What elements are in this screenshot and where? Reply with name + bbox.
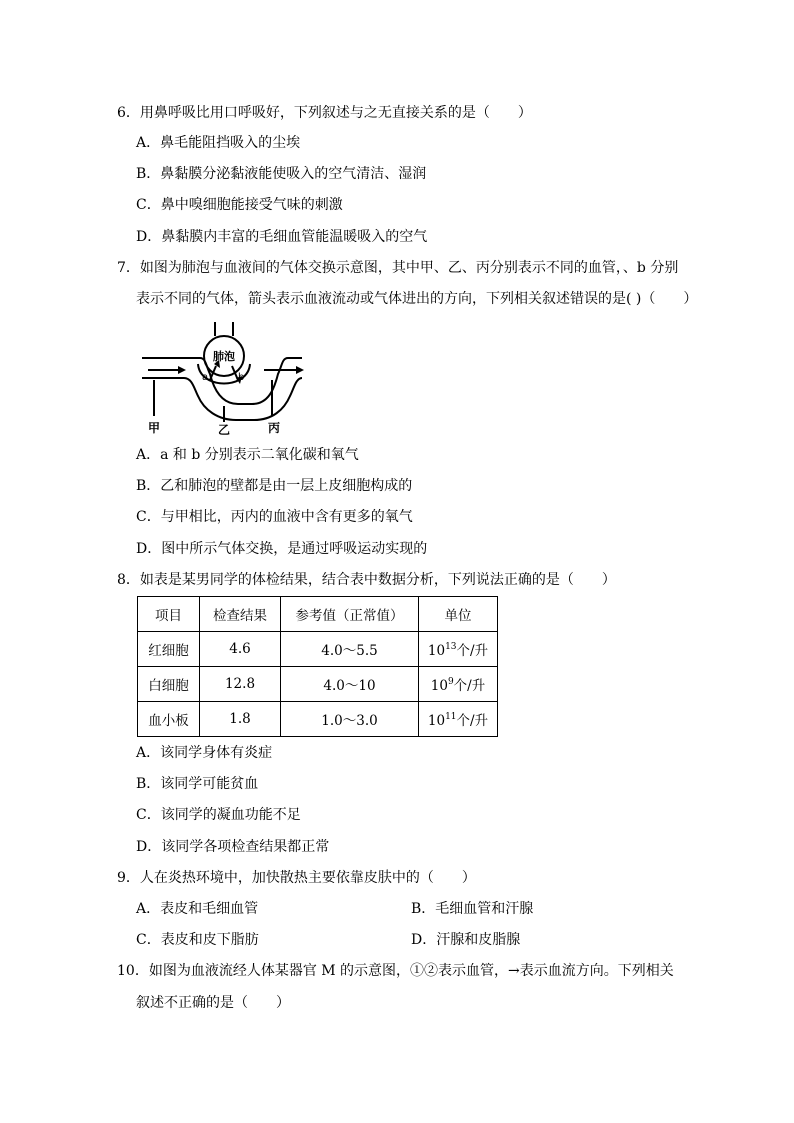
header-item: 项目 — [138, 597, 200, 632]
q7-option-a: A．a 和 b 分别表示二氧化碳和氧气 — [136, 447, 359, 463]
q7-stem-line2: 表示不同的气体，箭头表示血液流动或气体进出的方向，下列相关叙述错误的是( )（ ） — [136, 291, 698, 307]
header-reference: 参考值（正常值） — [281, 597, 419, 632]
q8-option-c: C．该同学的凝血功能不足 — [136, 807, 301, 823]
q8-stem: 8．如表是某男同学的体检结果，结合表中数据分析，下列说法正确的是（ ） — [117, 572, 616, 588]
unit-tail: 个/升 — [456, 713, 489, 729]
cell-result: 4.6 — [200, 632, 281, 667]
q9-option-b: B．毛细血管和汗腺 — [411, 901, 534, 917]
vessel-label-bing: 丙 — [268, 421, 281, 435]
cell-item: 白细胞 — [138, 667, 200, 702]
alveolus-duct — [215, 322, 233, 336]
q7-option-b: B．乙和肺泡的壁都是由一层上皮细胞构成的 — [136, 478, 413, 494]
header-unit: 单位 — [419, 597, 498, 632]
q7-gas-exchange-figure — [140, 318, 308, 436]
gas-label-a: a — [202, 372, 209, 383]
q8-option-a: A．该同学身体有炎症 — [136, 745, 273, 761]
unit-exponent: 9 — [447, 677, 454, 687]
q7-option-d: D．图中所示气体交换，是通过呼吸运动实现的 — [136, 541, 428, 557]
cell-reference: 4.0～10 — [281, 667, 419, 702]
unit-base: 10 — [427, 713, 446, 729]
unit-base: 10 — [430, 678, 448, 694]
q7-option-c: C．与甲相比，丙内的血液中含有更多的氧气 — [136, 509, 413, 525]
q8-exam-table — [137, 596, 498, 737]
unit-base: 10 — [427, 643, 446, 659]
unit-tail: 个/升 — [453, 678, 486, 694]
table-row — [138, 702, 498, 737]
cell-item: 红细胞 — [138, 632, 200, 667]
cell-result: 12.8 — [200, 667, 281, 702]
unit-exponent: 11 — [445, 712, 457, 722]
gas-label-b: b — [238, 372, 245, 383]
cell-unit — [419, 667, 498, 702]
q6-stem: 6．用鼻呼吸比用口呼吸好，下列叙述与之无直接关系的是（ ） — [117, 105, 532, 121]
vessel-outer-wall — [142, 358, 302, 404]
cell-reference: 1.0～3.0 — [281, 702, 419, 737]
cell-unit — [419, 702, 498, 737]
table-row — [138, 667, 498, 702]
q6-option-c: C．鼻中嗅细胞能接受气味的刺激 — [136, 197, 343, 213]
unit-exponent: 13 — [445, 642, 457, 652]
q7-stem-line1: 7．如图为肺泡与血液间的气体交换示意图，其中甲、乙、丙分别表示不同的血管，、b 分别 — [117, 260, 679, 276]
cell-unit — [419, 632, 498, 667]
q10-stem-line1: 10．如图为血液流经人体某器官 M 的示意图，①②表示血管，→表示血流方向。下列相关 — [117, 963, 674, 979]
table-header-row — [138, 597, 498, 632]
q9-stem: 9．人在炎热环境中，加快散热主要依靠皮肤中的（ ） — [117, 870, 476, 886]
cell-reference: 4.0～5.5 — [281, 632, 419, 667]
q8-option-d: D．该同学各项检查结果都正常 — [136, 839, 330, 855]
alveolus-label: 肺泡 — [213, 350, 235, 363]
cell-item: 血小板 — [138, 702, 200, 737]
q6-option-a: A．鼻毛能阻挡吸入的尘埃 — [136, 135, 301, 151]
q6-option-d: D．鼻黏膜内丰富的毛细血管能温暖吸入的空气 — [136, 229, 428, 245]
q8-option-b: B．该同学可能贫血 — [136, 776, 259, 792]
q6-option-b: B．鼻黏膜分泌黏液能使吸入的空气清洁、湿润 — [136, 166, 427, 182]
header-result: 检查结果 — [200, 597, 281, 632]
q10-stem-line2: 叙述不正确的是（ ） — [136, 995, 290, 1011]
unit-tail: 个/升 — [456, 643, 489, 659]
cell-result: 1.8 — [200, 702, 281, 737]
table-row — [138, 632, 498, 667]
vessel-label-jia: 甲 — [148, 421, 161, 435]
q9-option-c: C．表皮和皮下脂肪 — [136, 932, 259, 948]
vessel-label-yi: 乙 — [218, 423, 231, 436]
q9-option-d: D．汗腺和皮脂腺 — [411, 932, 521, 948]
q9-option-a: A．表皮和毛细血管 — [136, 901, 259, 917]
